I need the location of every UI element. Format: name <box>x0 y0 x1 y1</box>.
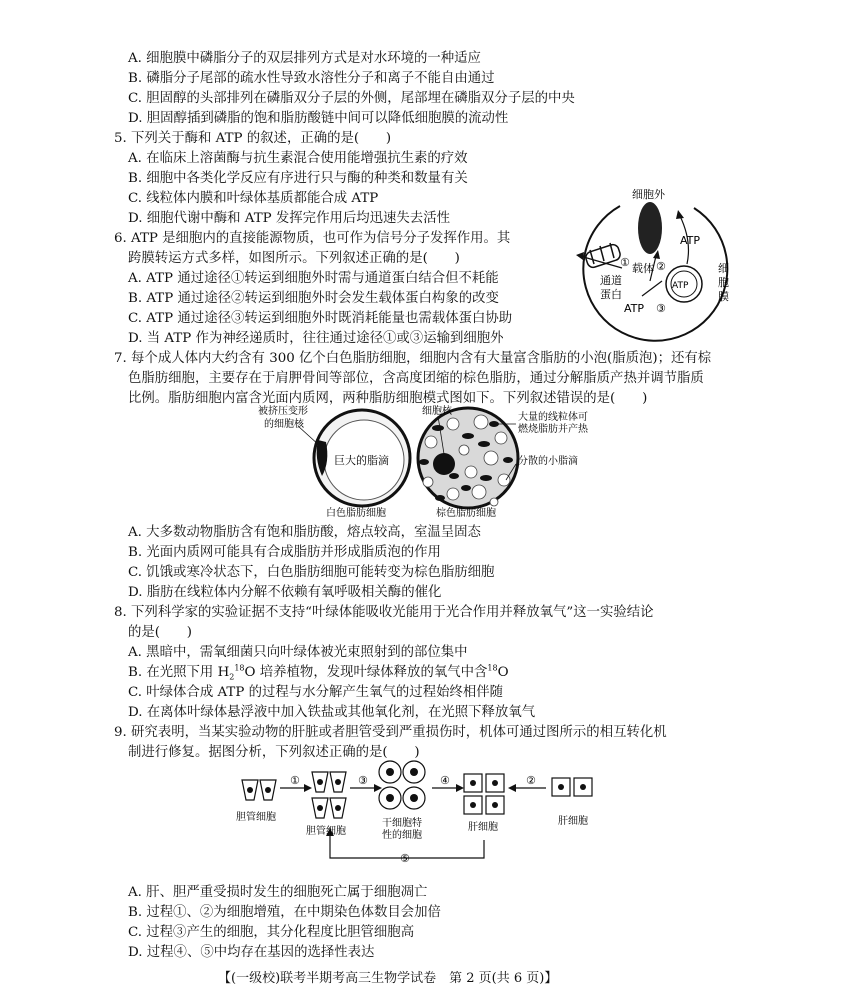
label-stem-1: 干细胞特 <box>382 818 422 829</box>
label-process-4: ④ <box>440 774 450 787</box>
q7-stem-line2: 色脂肪细胞，主要存在于肩胛骨间等部位，含高度团缩的棕色脂肪，通过分解脂质产热并调节脂质 <box>128 371 704 386</box>
q8-option-b: B. 在光照下用 $H_2^{18}O$ 培养植物，发现叶绿体释放的氧气中含$^{18}$O <box>128 663 509 682</box>
label-membrane-1: 细 <box>718 262 729 275</box>
label-atp-outside: ATP <box>680 234 701 247</box>
q5-option-c: C. 线粒体内膜和叶绿体基质都能合成 ATP <box>128 191 379 206</box>
carrier-protein <box>638 202 662 254</box>
q9-option-c: C. 过程③产生的细胞，其分化程度比胆管细胞高 <box>128 925 415 940</box>
q9-option-b: B. 过程①、②为细胞增殖，在中期染色体数目会加倍 <box>128 905 441 920</box>
q5-option-d: D. 细胞代谢中酶和 ATP 发挥完作用后均迅速失去活性 <box>128 211 450 226</box>
q6-option-b: B. ATP 通过途径②转运到细胞外时会发生载体蛋白构象的改变 <box>128 291 499 306</box>
q5-option-a: A. 在临床上溶菌酶与抗生素混合使用能增强抗生素的疗效 <box>128 151 468 166</box>
q4-option-b: B. 磷脂分子尾部的疏水性导致水溶性分子和离子不能自由通过 <box>128 71 495 86</box>
q7-option-b: B. 光面内质网可能具有合成脂肪并形成脂质泡的作用 <box>128 545 441 560</box>
q6-option-c: C. ATP 通过途径③转运到细胞外时既消耗能量也需载体蛋白协助 <box>128 311 513 326</box>
page-footer: 【(一级校)联考半期考高三生物学试卷 第 2 页(共 6 页)】 <box>218 971 558 986</box>
q6-stem-line1: 6. ATP 是细胞内的直接能源物质，也可作为信号分子发挥作用。其 <box>114 231 511 246</box>
label-pathway-3: ③ <box>656 302 666 315</box>
label-outside: 细胞外 <box>632 188 665 201</box>
label-small-droplets: 分散的小脂滴 <box>518 456 578 467</box>
label-membrane-3: 膜 <box>718 290 729 303</box>
label-carrier: 载体 <box>632 262 654 275</box>
q4-option-d: D. 胆固醇插到磷脂的饱和脂肪酸链中间可以降低细胞膜的流动性 <box>128 111 509 126</box>
brown-fat-cell <box>418 408 518 508</box>
q6-option-a: A. ATP 通过途径①转运到细胞外时需与通道蛋白结合但不耗能 <box>128 271 499 286</box>
q6-stem-line2: 跨膜转运方式多样，如图所示。下列叙述正确的是( ) <box>128 251 460 266</box>
pathway-3-arrow <box>642 281 662 296</box>
atp-transport-figure <box>572 186 732 346</box>
label-mitochondria-2: 燃烧脂肪并产热 <box>518 424 588 435</box>
q4-option-c: C. 胆固醇的头部排列在磷脂双分子层的外侧，尾部埋在磷脂双分子层的中央 <box>128 91 575 106</box>
q8-option-c: C. 叶绿体合成 ATP 的过程与水分解产生氧气的过程始终相伴随 <box>128 685 504 700</box>
q7-stem-line1: 7. 每个成人体内大约含有 300 亿个白色脂肪细胞，细胞内含有大量富含脂肪的小泡(脂质泡)；还有棕 <box>114 351 712 366</box>
label-liver-cell-middle: 肝细胞 <box>468 822 498 833</box>
label-mitochondria-1: 大量的线粒体可 <box>518 412 588 423</box>
label-bile-duct-cell-left: 胆管细胞 <box>236 812 276 823</box>
label-pathway-1: ① <box>620 256 630 269</box>
label-atp-inside: ATP <box>624 302 645 315</box>
q9-option-d: D. 过程④、⑤中均存在基因的选择性表达 <box>128 945 375 960</box>
label-big-droplet: 巨大的脂滴 <box>334 454 389 467</box>
label-channel-2: 蛋白 <box>600 288 622 301</box>
label-squeezed-nucleus-1: 被挤压变形 <box>258 406 308 417</box>
label-process-2: ② <box>526 774 536 787</box>
q7-option-d: D. 脂肪在线粒体内分解不依赖有氧呼吸相关酶的催化 <box>128 585 442 600</box>
q4-option-a: A. 细胞膜中磷脂分子的双层排列方式是对水环境的一种适应 <box>128 51 481 66</box>
label-stem-2: 性的细胞 <box>382 830 422 841</box>
q9-stem-line1: 9. 研究表明，当某实验动物的肝脏或者胆管受到严重损伤时，机体可通过图所示的相互转化机 <box>114 725 667 740</box>
label-process-5: ⑤ <box>400 852 410 865</box>
q7-option-c: C. 饥饿或寒冷状态下，白色脂肪细胞可能转变为棕色脂肪细胞 <box>128 565 495 580</box>
q9-stem-line2: 制进行修复。据图分析，下列叙述正确的是( ) <box>128 745 420 760</box>
q8-option-d: D. 在离体叶绿体悬浮液中加入铁盐或其他氧化剂，在光照下释放氧气 <box>128 705 536 720</box>
label-process-3: ③ <box>358 774 368 787</box>
fat-cells-figure <box>248 402 602 520</box>
label-atp-vesicle: ATP <box>672 281 689 291</box>
label-process-1: ① <box>290 774 300 787</box>
q5-option-b: B. 细胞中各类化学反应有序进行只与酶的种类和数量有关 <box>128 171 468 186</box>
q8-stem-line2: 的是( ) <box>128 625 193 640</box>
q9-option-a: A. 肝、胆严重受损时发生的细胞死亡属于细胞凋亡 <box>128 885 428 900</box>
label-pathway-2: ② <box>656 260 666 273</box>
stem-like-cells <box>379 761 425 809</box>
label-bile-duct-cell-middle: 胆管细胞 <box>306 826 346 837</box>
label-nucleus: 细胞核 <box>422 406 452 417</box>
q7-stem-line3: 比例。脂肪细胞内富含光面内质网，两种脂肪细胞模式图如下。下列叙述错误的是( ) <box>128 391 648 406</box>
q8-stem-line1: 8. 下列科学家的实验证据不支持“叶绿体能吸收光能用于光合作用并释放氧气”这一实验结论 <box>114 605 654 620</box>
q5-stem: 5. 下列关于酶和 ATP 的叙述，正确的是( ) <box>114 131 392 146</box>
label-white-cell: 白色脂肪细胞 <box>326 508 386 519</box>
q8-option-a: A. 黑暗中，需氧细菌只向叶绿体被光束照射到的部位集中 <box>128 645 468 660</box>
label-channel-1: 通道 <box>600 274 622 287</box>
label-membrane-2: 胞 <box>718 276 729 289</box>
q6-option-d: D. 当 ATP 作为神经递质时，往往通过途径①或③运输到细胞外 <box>128 331 504 346</box>
liver-cells-middle <box>464 774 504 814</box>
label-liver-cell-right: 肝细胞 <box>558 816 588 827</box>
cell-conversion-figure <box>236 758 608 876</box>
q7-option-a: A. 大多数动物脂肪含有饱和脂肪酸，熔点较高，室温呈固态 <box>128 525 481 540</box>
brown-cell-nucleus <box>433 453 455 475</box>
label-brown-cell: 棕色脂肪细胞 <box>436 508 496 519</box>
label-squeezed-nucleus-2: 的细胞核 <box>264 419 304 430</box>
bile-duct-cells-middle <box>312 772 346 818</box>
